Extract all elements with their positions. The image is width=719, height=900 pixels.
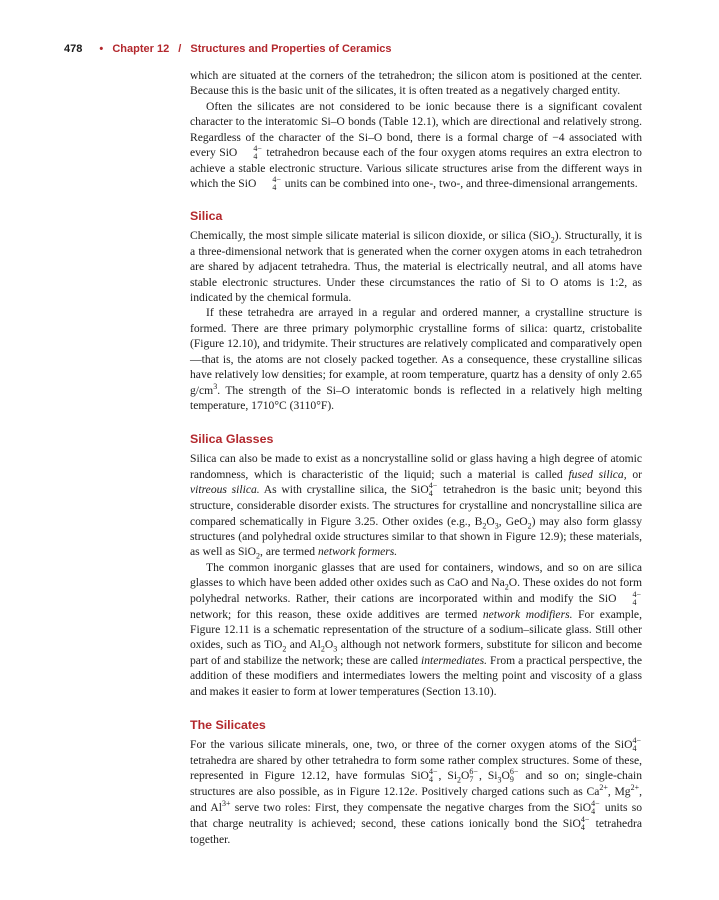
body-text <box>190 68 642 847</box>
header-separator: / <box>178 43 182 55</box>
heading-the-silicates: The Silicates <box>190 718 266 732</box>
intro-paragraph-1: which are situated at the corners of the tetrahedron; the silicon atom is positioned at the center. Because this is the basic unit of the silicates, it is often treated as a negatively charged entity. <box>190 69 642 98</box>
silica-paragraph-2: If these tetrahedra are arrayed in a regular and ordered manner, a crystalline structure is formed. There are three primary polymorphic crystalline forms of silica: quartz, cristobalite (Figure 12.10), and tridymite. Their structures are relatively complicated and comparatively open—that is, the atoms are not closely packed together. As a consequence, these crystalline silicas have relatively low densities; for example, at room temperature, quartz has a density of only 2.65 $g/cm^3$. The strength of the Si–O interatomic bonds is reflected in a relatively high melting temperature, 1710°C (3110°F). <box>190 306 642 412</box>
running-head <box>64 43 392 55</box>
heading-silica-glasses: Silica Glasses <box>190 432 274 447</box>
chapter-label: Chapter 12 <box>112 43 170 55</box>
header-bullet: • <box>99 43 104 55</box>
silica-paragraph-1: Chemically, the most simple silicate material is silicon dioxide, or silica (SiO$_2$). Structurally, it is a three-dimensional network that is generated when the corner oxygen atoms in each tetrahedron are shared by adjacent tetrahedra. Thus, the material is electrically neutral, and all atoms have stable electronic structures. Under these circumstances the ratio of Si to O atoms is 1:2, as indicated by the chemical formula. <box>190 229 642 305</box>
silicates-paragraph-1: For the various silicate minerals, one, two, or three of the corner oxygen atoms of the SiO 4− 4 tetrahedra are shared by other tetrahedra to form some rather complex structures. Some of these, represented in Figure 12.12, have formulas SiO 4− 4 , $Si_2O$ 6− 7 , $Si_3O$ 6− 9 and so on; single-chain structures are also possible, as in Figure 12.12e. Positively charged cations such as $Ca^{2+}$, $Mg^{2+}$, and $Al^{3+}$ serve two roles: First, they compensate the negative charges from the SiO 4− 4 units so that charge neutrality is achieved; second, these cations ionically bond the SiO 4− 4 tetrahedra together. <box>190 736 643 846</box>
heading-silica: Silica <box>190 209 223 224</box>
intro-paragraph-2: Often the silicates are not considered to be ionic because there is a significant covalent character to the interatomic Si–O bonds (Table 12.1), which are directional and relatively strong. Regardless of the character of the Si–O bond, there is a formal charge of −4 associated with every SiO 4− 4 tetrahedron because each of the four oxygen atoms requires an extra electron to achieve a stable electronic structure. Various silicate structures arise from the different ways in which the SiO 4− 4 units can be combined into one-, two-, and three-dimensional arrangements. <box>190 99 642 193</box>
page-number: 478 <box>64 43 83 55</box>
glasses-paragraph-2: The common inorganic glasses that are used for containers, windows, and so on are silica glasses to which have been added other oxides such as CaO and $Na_2O$. These oxides do not form polyhedral networks. Rather, their cations are incorporated within and modify the SiO 4− 4 network; for this reason, these oxide additives are termed network modifiers. For example, Figure 12.11 is a schematic representation of the structure of a sodium–silicate glass. Still other oxides, such as TiO$_2$ and $Al_2O_3$ although not network formers, substitute for silicon and become part of and stabilize the network; these are called intermediates. From a practical perspective, the addition of these modifiers and intermediates lowers the melting point and viscosity of a glass and makes it easier to form at lower temperatures (Section 13.10). <box>190 560 642 698</box>
chapter-title: Structures and Properties of Ceramics <box>190 43 392 55</box>
glasses-paragraph-1: Silica can also be made to exist as a noncrystalline solid or glass having a high degree of atomic randomness, which is characteristic of the liquid; such a material is called fused silica, or vitreous silica. As with crystalline silica, the SiO 4− 4 tetrahedron is the basic unit; beyond this structure, considerable disorder exists. The structures for crystalline and noncrystalline silica are compared schematically in Figure 3.25. Other oxides (e.g., $B_2O_3$, GeO$_2$) may also form glassy structures (and polyhedral oxide structures similar to that shown in Figure 12.9); these materials, as well as SiO$_2$, are termed network formers. <box>190 452 642 561</box>
